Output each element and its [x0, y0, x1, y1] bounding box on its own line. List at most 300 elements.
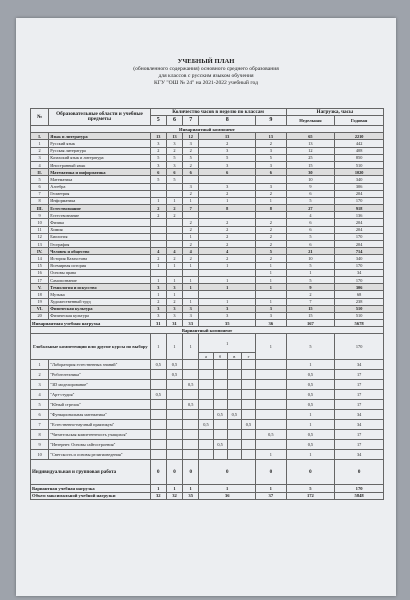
elective-name: "Функциональная математика": [49, 410, 150, 420]
week-hours: 0,5: [286, 390, 335, 400]
week-hours: 1: [286, 420, 335, 430]
elective-hours: [166, 410, 182, 420]
header-load: Нагрузка, часы: [286, 109, 383, 116]
max-load-row: [31, 492, 384, 499]
year-hours: 850: [335, 154, 384, 161]
year-hours: 714: [335, 248, 384, 255]
grade-8-value: 2: [199, 219, 256, 226]
grade-8-value: 2: [199, 140, 256, 147]
subject-row: [31, 183, 384, 190]
document-subtitle-1: (обновленного содержания) основного среднего образования: [133, 66, 279, 72]
grade-5-value: 2: [150, 212, 166, 219]
grade-8-value: 1: [199, 485, 256, 492]
subject-name: История Казахстана: [49, 255, 150, 262]
subject-name: Математика и информатика: [49, 169, 150, 176]
subject-group-row: [31, 133, 384, 140]
grade-8-value: 13: [199, 133, 256, 140]
curriculum-sheet: [16, 18, 396, 596]
subject-row: [31, 219, 384, 226]
elective-name: "Читательская компетентность учащихся": [49, 430, 150, 440]
grade-8-value: 1: [199, 262, 256, 269]
variant-total-row: [31, 485, 384, 492]
grade-9-value: 1: [256, 284, 287, 291]
elective-hours: 0,5: [150, 390, 166, 400]
grade-8-value: 2: [199, 255, 256, 262]
row-number: I.: [31, 133, 49, 140]
year-hours: 510: [335, 305, 384, 312]
row-number: IV.: [31, 248, 49, 255]
elective-grade-5: 1: [150, 334, 166, 360]
row-number: 10: [31, 219, 49, 226]
grade-6-value: 1: [166, 262, 182, 269]
grade-9-value: 2: [256, 226, 287, 233]
year-hours: 17: [335, 400, 384, 410]
invariant-section-row: [31, 126, 384, 133]
subject-name: Естествознание: [49, 205, 150, 212]
elective-hours: [241, 410, 255, 420]
grade-6-value: 2: [166, 212, 182, 219]
elective-hours: [213, 380, 227, 390]
week-hours: 7: [286, 298, 335, 305]
elective-hours: [213, 390, 227, 400]
grade-8-value: [199, 212, 256, 219]
row-number: 13: [31, 241, 49, 248]
invariant-total-row: [31, 320, 384, 327]
subject-row: [31, 197, 384, 204]
subject-name: Русская литература: [49, 147, 150, 154]
week-hours: 0,5: [286, 370, 335, 380]
subject-group-row: [31, 284, 384, 291]
week-hours: 27: [286, 205, 335, 212]
grade-5: 5: [150, 116, 166, 126]
row-number: 6: [31, 183, 49, 190]
grade-9-value: [256, 176, 287, 183]
week-hours: 65: [286, 133, 335, 140]
subject-name: Основы права: [49, 269, 150, 276]
week-hours: 6: [286, 226, 335, 233]
elective-name: "Арт-студия": [49, 390, 150, 400]
subject-row: [31, 241, 384, 248]
year-hours: 170: [335, 276, 384, 283]
year-hours: 68: [335, 291, 384, 298]
elective-hours: [199, 400, 213, 410]
subject-row: [31, 291, 384, 298]
elective-name: "Лаборатория естественных знаний": [49, 360, 150, 370]
grade-7-value: 1: [183, 485, 199, 492]
grade-9: 9: [256, 116, 287, 126]
grade-6-value: 1: [166, 197, 182, 204]
week-hours: 1: [286, 360, 335, 370]
elective-hours: [213, 370, 227, 380]
elective-hours: 0,5: [213, 440, 227, 450]
grade-7-value: 1: [183, 197, 199, 204]
year-hours: 136: [335, 212, 384, 219]
grade-7-value: [183, 176, 199, 183]
row-number: 8: [31, 197, 49, 204]
subject-group-row: [31, 205, 384, 212]
week-hours: 10: [286, 176, 335, 183]
grade-6-value: 32: [166, 492, 182, 499]
year-hours: 34: [335, 360, 384, 370]
grade-9-value: 1: [256, 276, 287, 283]
grade-8-value: 2: [199, 233, 256, 240]
grade-5-value: 3: [150, 284, 166, 291]
grade-6-value: 3: [166, 305, 182, 312]
subject-row: [31, 312, 384, 319]
row-number: 11: [31, 226, 49, 233]
week-hours: 0: [286, 460, 335, 485]
elective-week: 5: [286, 334, 335, 360]
elective-hours: [227, 390, 241, 400]
subject-name: Художественный труд: [49, 298, 150, 305]
grade-9-value: 1: [256, 262, 287, 269]
year-hours: 2210: [335, 133, 384, 140]
year-hours: 204: [335, 219, 384, 226]
elective-name: "Робототехника": [49, 370, 150, 380]
year-hours: 340: [335, 176, 384, 183]
elective-hours: [183, 410, 199, 420]
elective-row: [31, 430, 384, 440]
week-hours: 5: [286, 197, 335, 204]
grade-7-value: 3: [183, 312, 199, 319]
grade-9-value: 1: [256, 298, 287, 305]
elective-hours: 0,5: [150, 360, 166, 370]
subject-name: Музыка: [49, 291, 150, 298]
elective-hours: 0,5: [166, 370, 182, 380]
elective-hours: [166, 430, 182, 440]
elective-hours: 1: [256, 450, 287, 460]
row-number: 14: [31, 255, 49, 262]
elective-row: [31, 380, 384, 390]
elective-hours: [241, 450, 255, 460]
grade-6-value: 13: [166, 133, 182, 140]
subject-row: [31, 176, 384, 183]
grade-9-value: 1: [256, 197, 287, 204]
grade-8: 8: [199, 116, 256, 126]
grade-7-value: 5: [183, 154, 199, 161]
grade-7-value: [183, 269, 199, 276]
subject-group-row: [31, 169, 384, 176]
elective-hours: [227, 400, 241, 410]
elective-hours: [150, 380, 166, 390]
grade-7-value: 4: [183, 248, 199, 255]
year-hours: 918: [335, 205, 384, 212]
year-hours: 306: [335, 284, 384, 291]
row-number: V.: [31, 284, 49, 291]
week-hours: 172: [286, 492, 335, 499]
elective-row: [31, 440, 384, 450]
grade-8-value: 6: [199, 169, 256, 176]
elective-row: [31, 420, 384, 430]
grade-9-value: 0: [256, 460, 287, 485]
header-subject: Образовательные области и учебные предметы: [49, 109, 150, 126]
week-hours: 4: [286, 212, 335, 219]
year-hours: 17: [335, 370, 384, 380]
week-hours: 15: [286, 312, 335, 319]
elective-grade-6: 1: [166, 334, 182, 360]
grade-6-value: 1: [166, 291, 182, 298]
elective-hours: [241, 440, 255, 450]
grade-6-value: 1: [166, 485, 182, 492]
elective-hours: [150, 450, 166, 460]
week-hours: 2: [286, 291, 335, 298]
grade-8-value: 8: [199, 205, 256, 212]
elective-hours: [227, 370, 241, 380]
year-hours: 17: [335, 390, 384, 400]
elective-hours: [183, 370, 199, 380]
invariant-total-label: Инвариантная учебная нагрузка: [31, 320, 151, 327]
grade-8-value: 1: [199, 298, 256, 305]
elective-header-label: Глобальные компетенции или другие курсы по выбору: [31, 334, 151, 360]
grade-6-value: 31: [166, 320, 182, 327]
variant-total-label: Вариантная учебная нагрузка: [31, 485, 151, 492]
grade-9-value: 2: [256, 190, 287, 197]
row-number: 3: [31, 380, 49, 390]
grade-8-value: 3: [199, 161, 256, 168]
row-number: 2: [31, 147, 49, 154]
elective-hours: [183, 360, 199, 370]
elective-hours: [150, 410, 166, 420]
elective-hours: [227, 440, 241, 450]
elective-hours: [227, 360, 241, 370]
year-hours: 34: [335, 450, 384, 460]
grade-9-value: 37: [256, 492, 287, 499]
grade-9-value: 2: [256, 219, 287, 226]
elective-hours: [166, 440, 182, 450]
week-hours: 5: [286, 276, 335, 283]
grade-5-value: [150, 219, 166, 226]
elective-hours: [241, 390, 255, 400]
grade-8-value: 3: [199, 312, 256, 319]
elective-hours: [150, 420, 166, 430]
grade-8-value: 3: [199, 147, 256, 154]
year-hours: 17: [335, 380, 384, 390]
subject-name: Биология: [49, 233, 150, 240]
subject-row: [31, 276, 384, 283]
grade-5-value: 13: [150, 133, 166, 140]
grade-9-value: 3: [256, 161, 287, 168]
subject-name: Самопознание: [49, 276, 150, 283]
elective-grade-9: 1: [256, 334, 287, 360]
grade-9-value: 2: [256, 140, 287, 147]
grade-5-value: 31: [150, 320, 166, 327]
year-hours: 0: [335, 460, 384, 485]
elective-row: [31, 400, 384, 410]
variant-title: Вариантный компонент: [31, 327, 384, 334]
grade-6-value: [166, 226, 182, 233]
row-number: 2: [31, 370, 49, 380]
week-hours: 15: [286, 161, 335, 168]
header-hours: Количество часов в неделю по классам: [150, 109, 286, 116]
subject-name: Физическая культура: [49, 312, 150, 319]
grade-5-value: 5: [150, 176, 166, 183]
grade-7-value: 1: [183, 276, 199, 283]
grade-9-value: 8: [256, 205, 287, 212]
grade-5-value: [150, 233, 166, 240]
year-hours: 306: [335, 183, 384, 190]
year-hours: 204: [335, 190, 384, 197]
year-hours: 170: [335, 197, 384, 204]
subject-row: [31, 226, 384, 233]
year-hours: 1020: [335, 169, 384, 176]
individual-work-row: [31, 460, 384, 485]
individual-work-label: Индивидуальная и групповая работа: [31, 460, 151, 485]
elective-hours: [199, 370, 213, 380]
grade-6-value: [166, 233, 182, 240]
grade-5-value: 1: [150, 262, 166, 269]
grade-9-value: 5: [256, 154, 287, 161]
elective-hours: [256, 370, 287, 380]
elective-hours: [256, 360, 287, 370]
grade-5-value: 0: [150, 460, 166, 485]
grade-8-value: [199, 176, 256, 183]
header-week: Недельная: [286, 116, 335, 126]
grade-7: 7: [183, 116, 199, 126]
grade-9-value: 3: [256, 305, 287, 312]
grade-5-value: 3: [150, 305, 166, 312]
subject-name: Алгебра: [49, 183, 150, 190]
elective-hours: [213, 360, 227, 370]
grade-5-value: 3: [150, 312, 166, 319]
grade-5-value: [150, 269, 166, 276]
document-subtitle-3: КГУ "ОШ № 24" на 2021-2022 учебный год: [154, 80, 258, 86]
grade-6-value: 3: [166, 161, 182, 168]
grade-6-value: [166, 219, 182, 226]
row-number: 10: [31, 450, 49, 460]
week-hours: 0,5: [286, 380, 335, 390]
document-title: УЧЕБНЫЙ ПЛАН: [177, 58, 235, 65]
grade-7-value: 2: [183, 147, 199, 154]
grade-6-value: 2: [166, 205, 182, 212]
row-number: III.: [31, 205, 49, 212]
week-hours: 1: [286, 450, 335, 460]
grade-7-value: 1: [183, 284, 199, 291]
elective-hours: [256, 400, 287, 410]
elective-row: [31, 370, 384, 380]
week-hours: 6: [286, 219, 335, 226]
grade-7-value: 6: [183, 169, 199, 176]
subject-row: [31, 262, 384, 269]
elective-hours: [213, 430, 227, 440]
grade-5-value: [150, 241, 166, 248]
subject-name: Математика: [49, 176, 150, 183]
elective-hours: [241, 380, 255, 390]
elective-hours: [183, 440, 199, 450]
elective-hours: [199, 450, 213, 460]
variant-section-row: [31, 327, 384, 334]
grade-5-value: 2: [150, 147, 166, 154]
grade-8-value: 36: [199, 492, 256, 499]
grade-9-value: 5: [256, 248, 287, 255]
elective-hours: [227, 380, 241, 390]
elective-grade-7: 1: [183, 334, 199, 360]
subject-group-row: [31, 305, 384, 312]
year-hours: 510: [335, 161, 384, 168]
elective-hours: [150, 430, 166, 440]
grade-9-value: 2: [256, 255, 287, 262]
grade-8-value: 1: [199, 284, 256, 291]
week-hours: 167: [286, 320, 335, 327]
grade-8-value: 5: [199, 154, 256, 161]
grade-8-value: 35: [199, 320, 256, 327]
grade-5-value: [150, 190, 166, 197]
elective-hours: [166, 380, 182, 390]
subject-row: [31, 154, 384, 161]
grade-6-value: 5: [166, 176, 182, 183]
grade-8-subgroup: г: [241, 353, 255, 360]
row-number: 7: [31, 190, 49, 197]
grade-5-value: 2: [150, 298, 166, 305]
elective-hours: [227, 420, 241, 430]
grade-6-value: 3: [166, 284, 182, 291]
grade-7-value: 1: [183, 233, 199, 240]
grade-7-value: 2: [183, 241, 199, 248]
elective-hours: 0,5: [256, 430, 287, 440]
grade-7-value: 33: [183, 320, 199, 327]
grade-8-value: 0: [199, 460, 256, 485]
subject-name: Естествознание: [49, 212, 150, 219]
grade-5-value: 1: [150, 291, 166, 298]
elective-header-row: [31, 334, 384, 353]
elective-hours: [256, 410, 287, 420]
grade-8-subgroup: в: [227, 353, 241, 360]
elective-hours: [213, 400, 227, 410]
week-hours: 0,5: [286, 440, 335, 450]
elective-hours: [256, 420, 287, 430]
week-hours: 6: [286, 241, 335, 248]
subject-row: [31, 269, 384, 276]
elective-hours: 0,5: [227, 410, 241, 420]
row-number: 15: [31, 262, 49, 269]
elective-name: "Естественно-научный практикум": [49, 420, 150, 430]
elective-row: [31, 360, 384, 370]
row-number: 16: [31, 269, 49, 276]
grade-8-value: 2: [199, 241, 256, 248]
grade-6-value: 6: [166, 169, 182, 176]
year-hours: 238: [335, 298, 384, 305]
grade-8-value: 1: [199, 276, 256, 283]
elective-hours: [199, 380, 213, 390]
grade-6: 6: [166, 116, 182, 126]
grade-8-value: 4: [199, 248, 256, 255]
grade-6-value: [166, 183, 182, 190]
elective-hours: [150, 400, 166, 410]
elective-row: [31, 390, 384, 400]
elective-row: [31, 450, 384, 460]
grade-6-value: 2: [166, 255, 182, 262]
subject-name: Язык и литература: [49, 133, 150, 140]
subject-name: Информатика: [49, 197, 150, 204]
subject-row: [31, 161, 384, 168]
grade-6-value: 0: [166, 460, 182, 485]
elective-hours: [183, 430, 199, 440]
grade-8-value: [199, 269, 256, 276]
year-hours: 34: [335, 410, 384, 420]
year-hours: 34: [335, 269, 384, 276]
elective-hours: [241, 360, 255, 370]
row-number: 18: [31, 291, 49, 298]
grade-6-value: 3: [166, 140, 182, 147]
elective-hours: [256, 440, 287, 450]
row-number: 3: [31, 154, 49, 161]
week-hours: 1: [286, 410, 335, 420]
grade-6-value: 1: [166, 276, 182, 283]
grade-7-value: [183, 212, 199, 219]
week-hours: 9: [286, 183, 335, 190]
grade-6-value: [166, 241, 182, 248]
year-hours: 170: [335, 485, 384, 492]
subject-row: [31, 255, 384, 262]
